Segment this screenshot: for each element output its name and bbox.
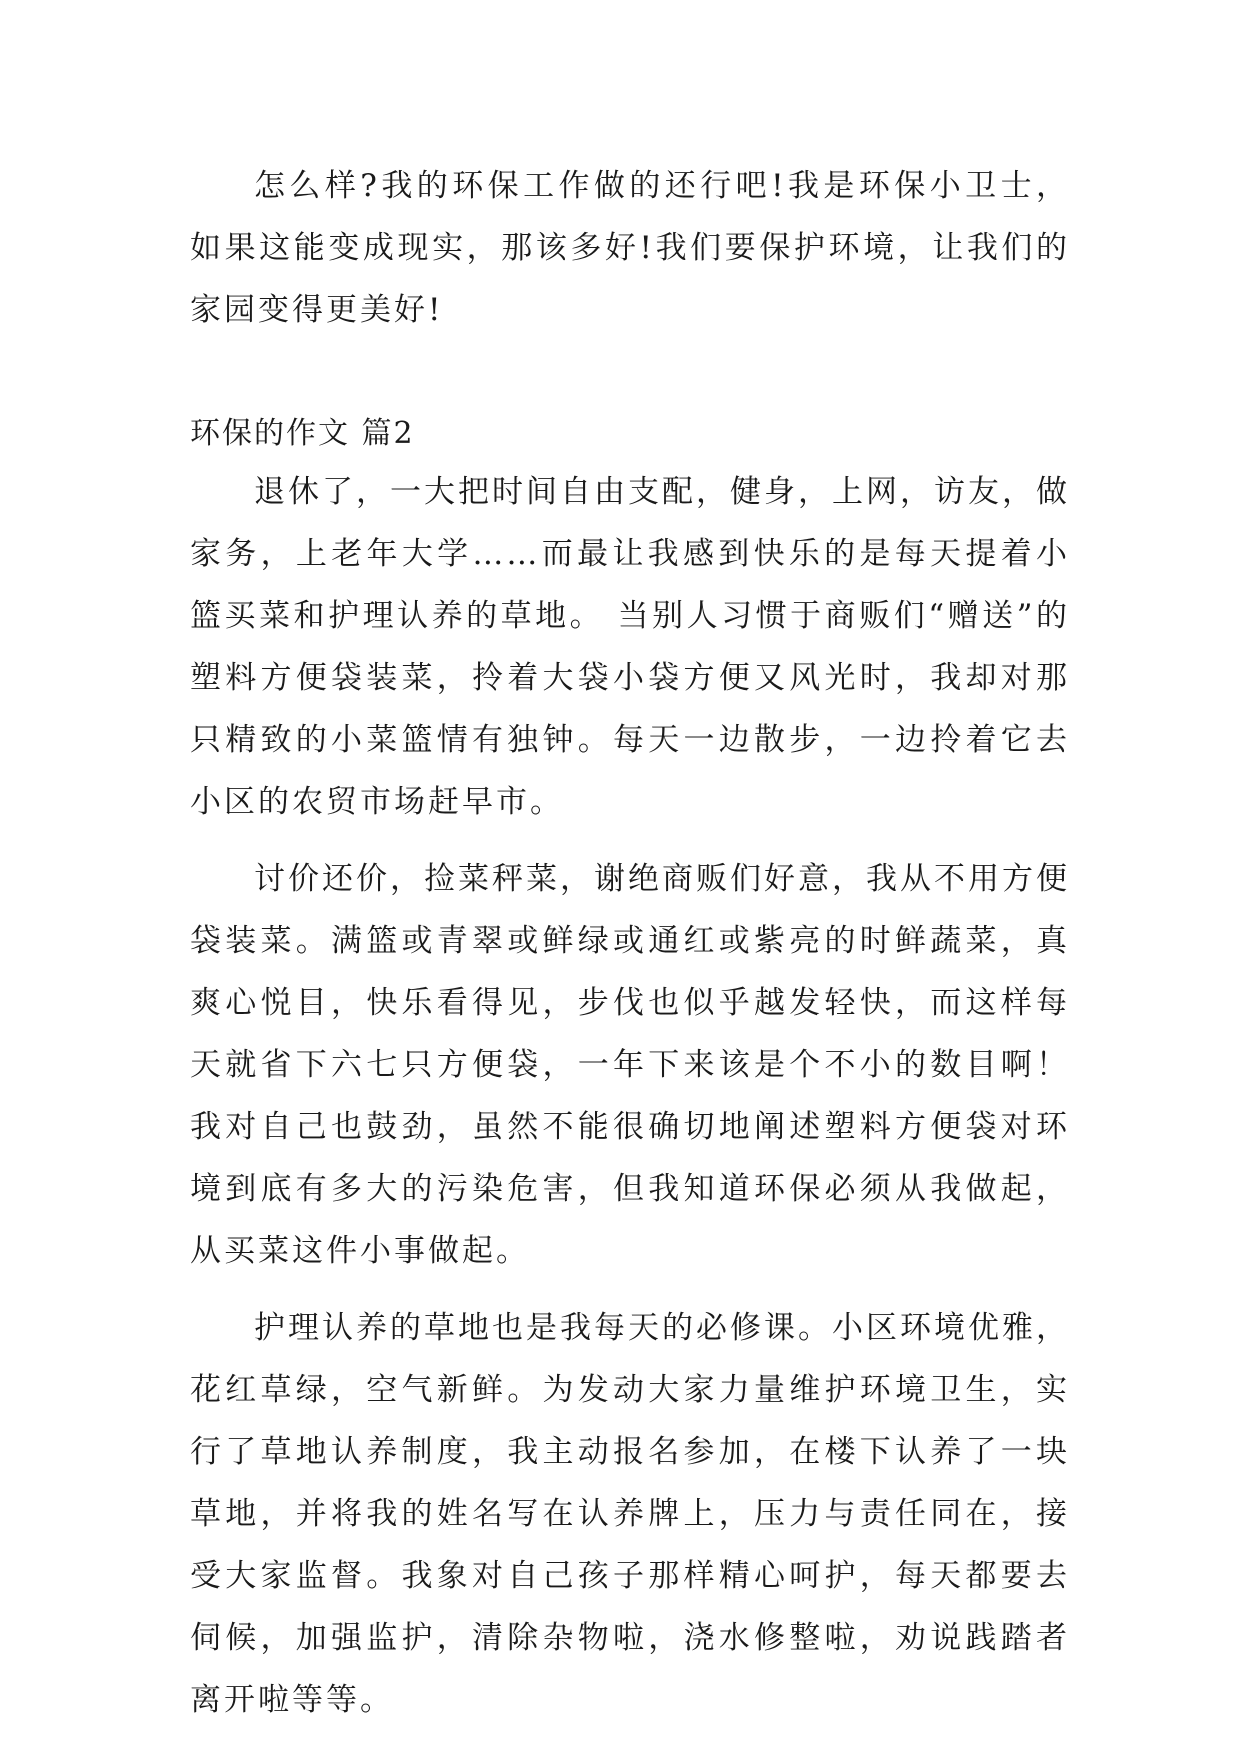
document-body	[190, 155, 1070, 1746]
paragraph-2: 退休了，一大把时间自由支配，健身，上网，访友，做家务，上老年大学……而最让我感到快乐的是每天提着小篮买菜和护理认养的草地。 当别人习惯于商贩们“赠送”的塑料方便袋装菜，拎着大袋小袋方便又风光时，我却对那只精致的小菜篮情有独钟。每天一边散步，一边拎着它去小区的农贸市场赶早市。	[190, 474, 1070, 820]
section-heading: 环保的作文 篇2	[190, 416, 415, 451]
paragraph-3: 讨价还价，捡菜秤菜，谢绝商贩们好意，我从不用方便袋装菜。满篮或青翠或鲜绿或通红或紫亮的时鲜蔬菜，真爽心悦目，快乐看得见，步伐也似乎越发轻快，而这样每天就省下六七只方便袋，一年下来该是个不小的数目啊！我对自己也鼓劲，虽然不能很确切地阐述塑料方便袋对环境到底有多大的污染危害，但我知道环保必须从我做起，从买菜这件小事做起。	[190, 861, 1070, 1269]
paragraph-1: 怎么样?我的环保工作做的还行吧!我是环保小卫士，如果这能变成现实，那该多好!我们要保护环境，让我们的家园变得更美好!	[190, 168, 1070, 328]
paragraph-4: 护理认养的草地也是我每天的必修课。小区环境优雅，花红草绿，空气新鲜。为发动大家力量维护环境卫生，实行了草地认养制度，我主动报名参加，在楼下认养了一块草地，并将我的姓名写在认养牌上，压力与责任同在，接受大家监督。我象对自己孩子那样精心呵护，每天都要去伺候，加强监护，清除杂物啦，浇水修整啦，劝说践踏者离开啦等等。	[190, 1310, 1070, 1718]
